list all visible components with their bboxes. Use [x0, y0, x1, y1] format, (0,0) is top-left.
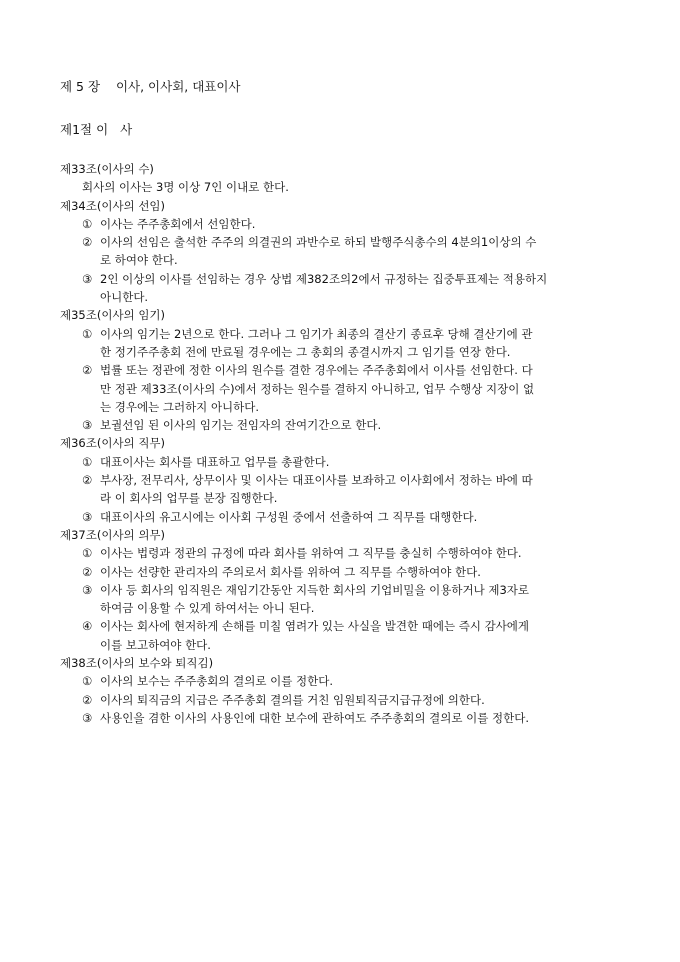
item-text-continued: 이를 보고하여야 한다.: [100, 637, 211, 652]
article-heading: 제38조(이사의 보수와 퇴직김): [60, 656, 214, 671]
item-text: 이사는 회사에 현저하게 손해를 미칠 염려가 있는 사실을 발견한 때에는 즉시 감사에게: [100, 619, 530, 634]
article-heading: 제33조(이사의 수): [60, 162, 154, 176]
item-text: 이사는 법령과 정관의 규정에 따라 회사를 위하여 그 직무를 충실히 수행하여야 한다.: [100, 546, 522, 561]
item-text: 이사의 임기는 2년으로 한다. 그러나 그 임기가 최종의 결산기 종료후 당해 결산기에 관: [100, 326, 533, 341]
item-text: 사용인을 겸한 이사의 사용인에 대한 보수에 관하여도 주주총회의 결의로 이를 정한다.: [100, 710, 530, 725]
article-heading: 제37조(이사의 의무): [60, 527, 166, 542]
item-text: 대표이사는 회사를 대표하고 업무를 총괄한다.: [100, 454, 330, 469]
item-text: 이사 등 회사의 임직원은 재임기간동안 지득한 회사의 기업비밀을 이용하거나 제3자로: [100, 582, 530, 597]
item-text: 부사장, 전무리사, 상무이사 및 이사는 대표이사를 보좌하고 이사회에서 정하는 바에 따: [100, 473, 533, 488]
article-item: [60, 416, 620, 434]
item-text-continued: 라 이 회사의 업무를 분장 집행한다.: [100, 491, 278, 506]
item-text: 이사는 주주총회에서 선임한다.: [100, 216, 256, 231]
item-text: 이사의 선임은 출석한 주주의 의결권의 과반수로 하되 발행주식총수의 4분의1이상의 수: [100, 235, 537, 250]
item-text: 이사는 선량한 관리자의 주의로서 회사를 위하여 그 직무를 수행하여야 한다.: [100, 564, 481, 579]
article-item: [60, 563, 620, 581]
chapter-title: 제 5 장 이사, 이사회, 대표이사: [60, 79, 241, 94]
item-text: 이사의 퇴직금의 지급은 주주총회 결의를 거친 임원퇴직금지급규정에 의한다.: [100, 692, 485, 707]
item-text-continued: 만 정관 제33조(이사의 수)에서 정하는 원수를 결하지 아니하고, 업무 수행상 지장이 없: [100, 381, 535, 396]
article-item: [60, 453, 620, 471]
article-item: [60, 361, 620, 379]
article-item: [60, 325, 620, 343]
item-number: ②: [82, 363, 93, 378]
item-number: ③: [82, 271, 93, 286]
item-text: 법률 또는 정관에 정한 이사의 원수를 결한 경우에는 주주총회에서 이사를 선임한다. 다: [100, 363, 533, 378]
item-number: ③: [82, 418, 93, 433]
item-number: ②: [82, 564, 93, 579]
item-number: ②: [82, 235, 93, 250]
item-text-continued: 한 정기주주총회 전에 만료될 경우에는 그 총회의 종결시까지 그 임기를 연장 한다.: [100, 344, 511, 359]
article-item: [60, 691, 620, 709]
article-item: [60, 617, 620, 635]
item-text: 대표이사의 유고시에는 이사회 구성원 중에서 선출하여 그 직무를 대행한다.: [100, 509, 478, 524]
article-heading: 제36조(이사의 직무): [60, 436, 166, 451]
item-number: ①: [82, 454, 93, 469]
article-item: [60, 672, 620, 690]
articles-body: [60, 160, 620, 727]
item-number: ③: [82, 509, 93, 524]
item-text-continued: 아니한다.: [100, 290, 149, 305]
section-title: 제1절 이 사: [60, 122, 133, 137]
item-number: ①: [82, 674, 93, 689]
item-number: ③: [82, 710, 93, 725]
item-number: ④: [82, 619, 93, 634]
item-text: 이사의 보수는 주주총회의 결의로 이를 정한다.: [100, 674, 334, 689]
article-item: [60, 709, 620, 727]
article-text: 회사의 이사는 3명 이상 7인 이내로 한다.: [82, 180, 289, 195]
item-text-continued: 는 경우에는 그러하지 아니하다.: [100, 399, 260, 414]
item-number: ②: [82, 473, 93, 488]
article-item: [60, 544, 620, 562]
item-number: ③: [82, 582, 93, 597]
item-number: ①: [82, 326, 93, 341]
article-heading: 제35조(이사의 임기): [60, 308, 166, 323]
article-item: [60, 581, 620, 599]
item-number: ①: [82, 546, 93, 561]
article-item: [60, 471, 620, 489]
article-item: [60, 215, 620, 233]
article-heading: 제34조(이사의 선임): [60, 198, 166, 213]
article-item: [60, 233, 620, 251]
item-text-continued: 로 하여야 한다.: [100, 253, 178, 268]
item-number: ①: [82, 216, 93, 231]
article-item: [60, 508, 620, 526]
article-item: [60, 270, 620, 288]
item-number: ②: [82, 692, 93, 707]
item-text: 보궐선임 된 이사의 임기는 전임자의 잔여기간으로 한다.: [100, 418, 382, 433]
item-text-continued: 하여금 이용할 수 있게 하여서는 아니 된다.: [100, 601, 315, 616]
item-text: 2인 이상의 이사를 선임하는 경우 상법 제382조의2에서 규정하는 집중투표제는 적용하지: [100, 271, 548, 286]
